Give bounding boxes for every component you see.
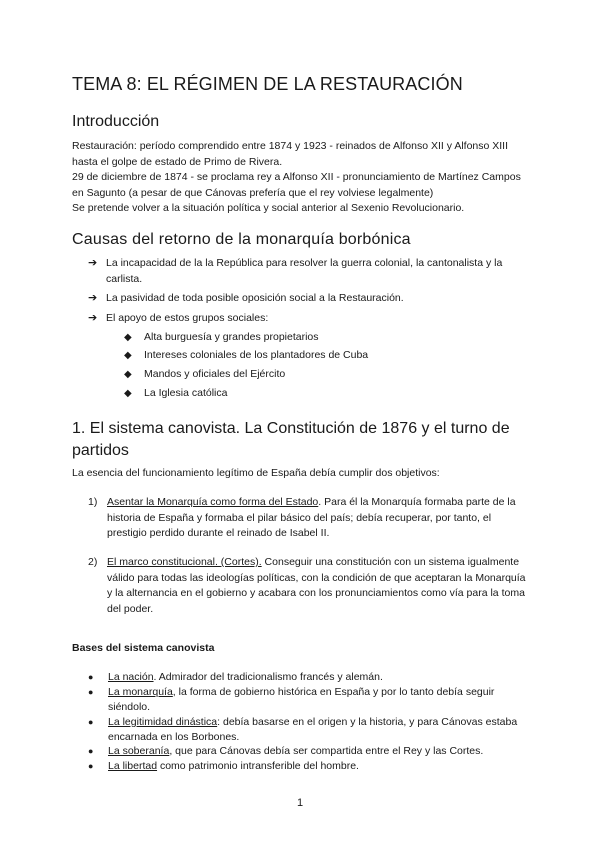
bases-term: La libertad [108,760,158,772]
objective-title: El marco constitucional. (Cortes). [107,556,262,568]
social-group-item [124,348,368,363]
bases-text: . Admirador del tradicionalismo francés y alemán. [153,671,383,683]
diamond-icon: ◆ [124,369,132,380]
bases-item [88,715,528,745]
bases-item [88,670,528,685]
social-group-item [124,386,227,401]
bases-text: como patrimonio intransferible del hombre. [157,760,359,772]
page-number: 1 [296,797,304,809]
bases-text: : debía basarse en el origen y la historia, y para Cánovas estaba encarnada en los Borbones. [108,716,518,743]
bases-item [88,759,528,774]
arrow-icon: ➔ [88,312,98,324]
cause-item [88,311,528,327]
bullet-icon: ● [88,761,94,771]
social-group-text: Intereses coloniales de los plantadores de Cuba [144,349,369,361]
social-group-item [124,367,285,382]
intro-line-3: Se pretende volver a la situación política y social anterior al Sexenio Revolucionario. [72,202,465,214]
cause-text: El apoyo de estos grupos sociales: [106,312,269,324]
intro-heading: Introducción [72,113,160,130]
bases-term: La monarquía [108,686,173,698]
social-group-text: Alta burguesía y grandes propietarios [144,331,319,343]
bases-heading: Bases del sistema canovista [72,642,215,654]
objective-text: . Para él la Monarquía formaba parte de la historia de España y formaba el pilar básico del país; debía recuperar, por tanto, el prestigio perdido durante el reinado de Isabel II. [107,496,516,539]
objective-item [88,495,528,542]
intro-line-1: Restauración: período comprendido entre 1874 y 1923 - reinados de Alfonso XII y Alfonso XIII hasta el golpe de estado de Primo de Rivera. [72,140,509,168]
bullet-icon: ● [88,717,94,727]
arrow-icon: ➔ [88,292,98,304]
bases-text: , la forma de gobierno histórica en España y por lo tanto debía seguir siéndolo. [108,686,495,713]
cause-text: La pasividad de toda posible oposición social a la Restauración. [106,292,404,304]
bullet-icon: ● [88,672,94,682]
objective-title: Asentar la Monarquía como forma del Estado [107,496,319,508]
diamond-icon: ◆ [124,350,132,361]
intro-line-2: 29 de diciembre de 1874 - se proclama rey a Alfonso XII - pronunciamiento de Martínez Campos en Sagunto (a pesar de que Cánovas prefería que el rey volviese legalmente) [72,171,521,199]
cause-text: La incapacidad de la la República para resolver la guerra colonial, la cantonalista y la carlista. [106,257,503,285]
objective-number: 2) [88,556,98,568]
section-1-heading: 1. El sistema canovista. La Constitución de 1876 y el turno de partidos [72,420,510,459]
objective-number: 1) [88,496,98,508]
page-title: TEMA 8: EL RÉGIMEN DE LA RESTAURACIÓN [72,74,463,94]
cause-item [88,291,528,307]
bases-item [88,685,528,715]
bases-term: La soberanía [108,745,170,757]
causes-heading: Causas del retorno de la monarquía borbónica [72,231,411,248]
bases-item [88,744,528,759]
social-group-text: La Iglesia católica [144,387,228,399]
bullet-icon: ● [88,687,94,697]
cause-item [88,256,528,287]
objective-item [88,555,528,617]
arrow-icon: ➔ [88,257,98,269]
objective-text: Conseguir una constitución con un sistema igualmente válido para todas las ideologías políticas, con la condición de que aceptaran la Monarquía y la alternancia en el gobierno y acabara con los pronunciamientos como vía para la toma del poder. [107,556,526,615]
bases-term: La legitimidad dinástica [108,716,218,728]
bullet-icon: ● [88,746,94,756]
diamond-icon: ◆ [124,332,132,343]
social-group-item [124,330,319,345]
diamond-icon: ◆ [124,388,132,399]
bases-term: La nación [108,671,154,683]
section-1-intro: La esencia del funcionamiento legítimo de España debía cumplir dos objetivos: [72,467,440,479]
social-group-text: Mandos y oficiales del Ejército [144,368,286,380]
bases-text: , que para Cánovas debía ser compartida entre el Rey y las Cortes. [169,745,484,757]
